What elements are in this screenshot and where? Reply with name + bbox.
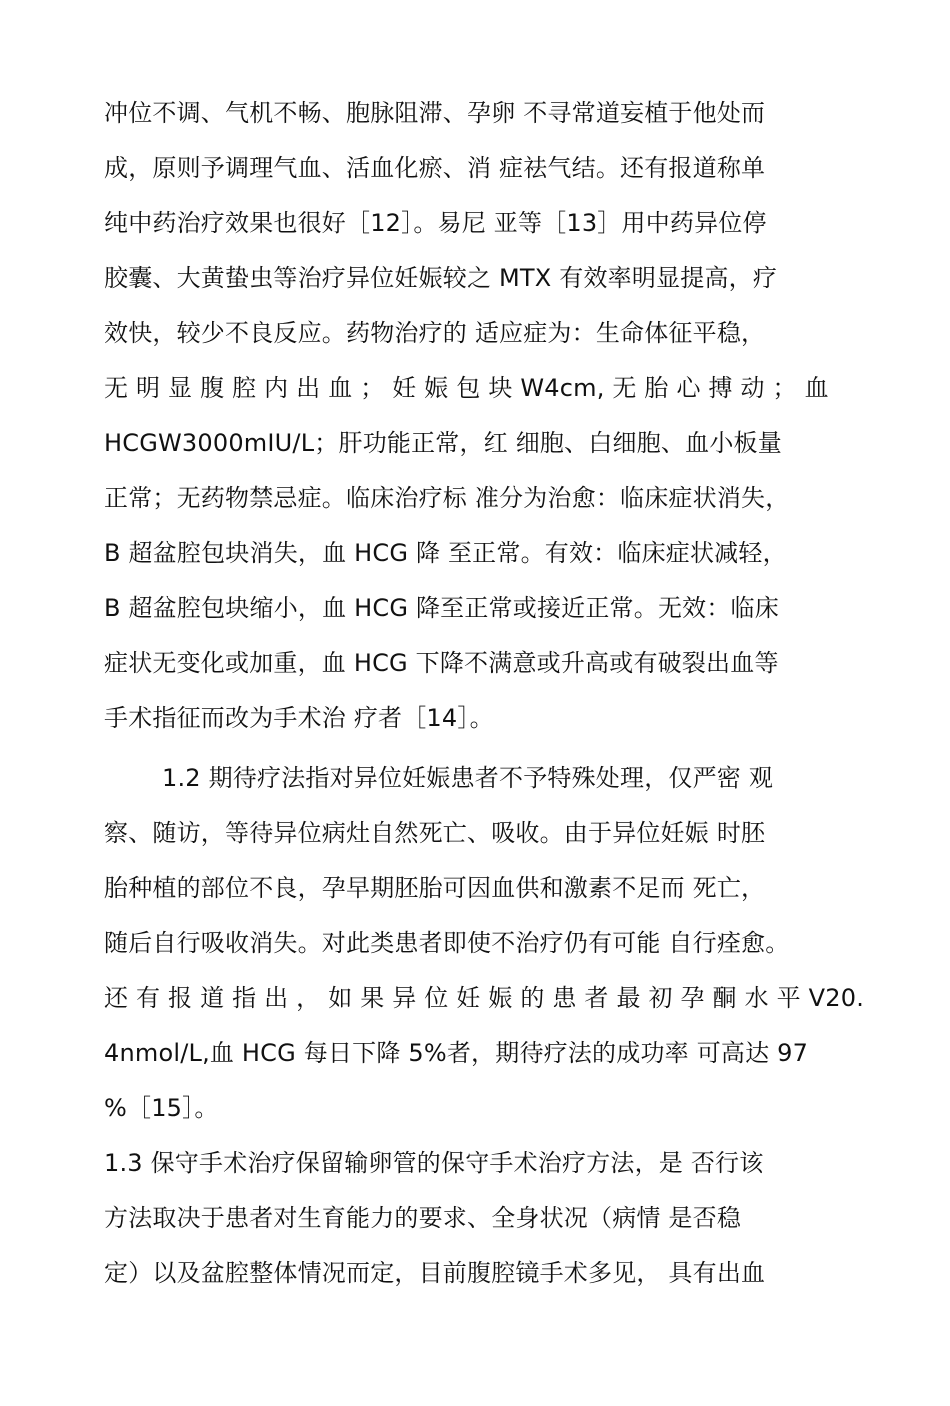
text-line: 胶囊、大黄蛰虫等治疗异位妊娠较之 MTX 有效率明显提高，疗 xyxy=(104,264,778,292)
text-line: 成，原则予调理气血、活血化瘀、消 症祛气结。还有报道称单 xyxy=(104,154,766,182)
text-line: HCGW3000mIU/L；肝功能正常，红 细胞、白细胞、血小板量 xyxy=(104,429,782,457)
text-line: 正常；无药物禁忌症。临床治疗标 准分为治愈：临床症状消失， xyxy=(104,484,790,512)
text-line: 还 有 报 道 指 出 ， 如 果 异 位 妊 娠 的 患 者 最 初 孕 酮 水 平 V20. xyxy=(104,984,865,1012)
text-line: 察、随访，等待异位病灶自然死亡、吸收。由于异位妊娠 时胚 xyxy=(104,819,766,847)
text-line: 4nmol/L,血 HCG 每日下降 5%者，期待疗法的成功率 可高达 97 xyxy=(104,1039,809,1067)
section-heading-line: 1.3 保守手术治疗保留输卵管的保守手术治疗方法，是 否行该 xyxy=(104,1149,764,1177)
text-line: 无 明 显 腹 腔 内 出 血 ； 妊 娠 包 块 W4cm, 无 胎 心 搏 动 ； 血 xyxy=(104,374,829,402)
text-line: 方法取决于患者对生育能力的要求、全身状况（病情 是否稳 xyxy=(104,1204,742,1232)
text-line: 症状无变化或加重，血 HCG 下降不满意或升高或有破裂出血等 xyxy=(104,649,779,677)
text-line: B 超盆腔包块消失，血 HCG 降 至正常。有效：临床症状减轻， xyxy=(104,539,787,567)
text-line: 定）以及盆腔整体情况而定，目前腹腔镜手术多见， 具有出血 xyxy=(104,1259,766,1287)
text-line: B 超盆腔包块缩小，血 HCG 降至正常或接近正常。无效：临床 xyxy=(104,594,779,622)
text-line: 纯中药治疗效果也很好［12］。易尼 亚等［13］用中药异位停 xyxy=(104,209,767,237)
text-line: %［15］。 xyxy=(104,1094,219,1122)
text-line: 手术指征而改为手术治 疗者［14］。 xyxy=(104,704,494,732)
text-line: 胎种植的部位不良，孕早期胚胎可因血供和激素不足而 死亡， xyxy=(104,874,766,902)
text-line: 随后自行吸收消失。对此类患者即使不治疗仍有可能 自行痊愈。 xyxy=(104,929,790,957)
text-line: 效快，较少不良反应。药物治疗的 适应症为：生命体征平稳， xyxy=(104,319,766,347)
section-heading-line: 1.2 期待疗法指对异位妊娠患者不予特殊处理，仅严密 观 xyxy=(162,764,774,792)
text-line: 冲位不调、气机不畅、胞脉阻滞、孕卵 不寻常道妄植于他处而 xyxy=(104,99,766,127)
